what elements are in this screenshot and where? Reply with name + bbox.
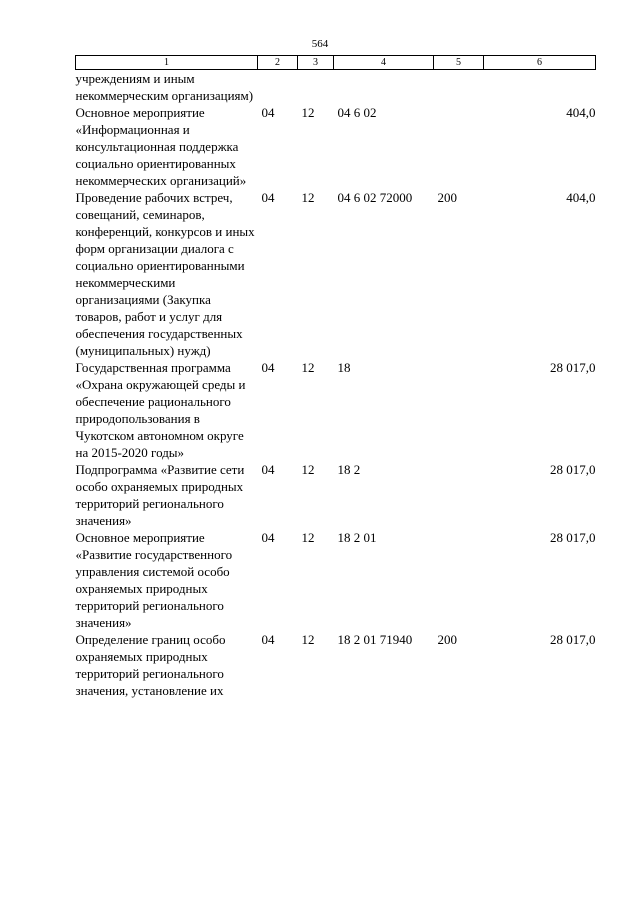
table-row xyxy=(76,189,596,359)
row-sum: 28 017,0 xyxy=(550,632,596,647)
row-name: Определение границ особо охраняемых природных территорий регионального значения, установление их xyxy=(75,632,226,698)
column-header-subsection: 3 xyxy=(298,56,334,70)
row-name: Проведение рабочих встреч, совещаний, семинаров, конференций, конкурсов и иных форм организации диалога с социально ориентированными некоммерческими организациями (Закупка товаров, работ и услуг для обеспечения государственных (муниципальных) нужд) xyxy=(75,190,255,358)
row-subsection xyxy=(298,70,334,105)
table-row xyxy=(76,359,596,461)
row-subsection: 12 xyxy=(301,105,315,120)
table-row xyxy=(76,631,596,699)
row-expense: 200 xyxy=(437,190,457,205)
column-header-target: 4 xyxy=(334,56,434,70)
row-expense xyxy=(434,529,484,631)
row-subsection: 12 xyxy=(301,462,315,477)
row-expense xyxy=(434,70,484,105)
header-row xyxy=(76,56,596,70)
row-target: 04 6 02 72000 xyxy=(337,190,413,205)
row-target xyxy=(334,70,434,105)
column-header-section: 2 xyxy=(258,56,298,70)
column-header-name: 1 xyxy=(76,56,258,70)
row-target: 18 2 xyxy=(337,462,361,477)
row-name: Государственная программа «Охрана окружающей среды и обеспечение рационального природопользования в Чукотском автономном округе на 2015-2020 годы» xyxy=(75,360,246,460)
row-subsection: 12 xyxy=(301,530,315,545)
column-header-sum: 6 xyxy=(484,56,596,70)
row-section xyxy=(258,70,298,105)
row-name: учреждениям и иным некоммерческим организациям) xyxy=(75,71,254,103)
row-name: Подпрограмма «Развитие сети особо охраняемых природных территорий регионального значения» xyxy=(75,462,245,528)
row-sum: 28 017,0 xyxy=(550,360,596,375)
row-sum: 404,0 xyxy=(566,105,596,120)
row-target: 18 2 01 xyxy=(337,530,377,545)
row-expense xyxy=(434,359,484,461)
table-row xyxy=(76,70,596,105)
row-subsection: 12 xyxy=(301,632,315,647)
row-sum xyxy=(484,70,596,105)
row-expense: 200 xyxy=(437,632,457,647)
row-target: 18 xyxy=(337,360,351,375)
row-target: 04 6 02 xyxy=(337,105,377,120)
table-header xyxy=(76,56,596,70)
row-sum: 404,0 xyxy=(566,190,596,205)
page-number: 564 xyxy=(311,38,329,50)
table-body xyxy=(76,70,596,700)
row-section: 04 xyxy=(261,530,275,545)
column-header-expense: 5 xyxy=(434,56,484,70)
row-section: 04 xyxy=(261,462,275,477)
row-target: 18 2 01 71940 xyxy=(337,632,413,647)
row-sum: 28 017,0 xyxy=(550,462,596,477)
row-subsection: 12 xyxy=(301,190,315,205)
row-name: Основное мероприятие «Развитие государственного управления системой особо охраняемых природных территорий регионального значения» xyxy=(75,530,233,630)
row-expense xyxy=(434,461,484,529)
row-section: 04 xyxy=(261,632,275,647)
row-name: Основное мероприятие «Информационная и консультационная поддержка социально ориентированных некоммерческих организаций» xyxy=(75,105,247,188)
row-subsection: 12 xyxy=(301,360,315,375)
row-sum: 28 017,0 xyxy=(550,530,596,545)
row-expense xyxy=(434,104,484,189)
table-row xyxy=(76,461,596,529)
table-row xyxy=(76,529,596,631)
row-section: 04 xyxy=(261,190,275,205)
row-section: 04 xyxy=(261,360,275,375)
row-section: 04 xyxy=(261,105,275,120)
budget-table xyxy=(75,55,596,699)
table-row xyxy=(76,104,596,189)
